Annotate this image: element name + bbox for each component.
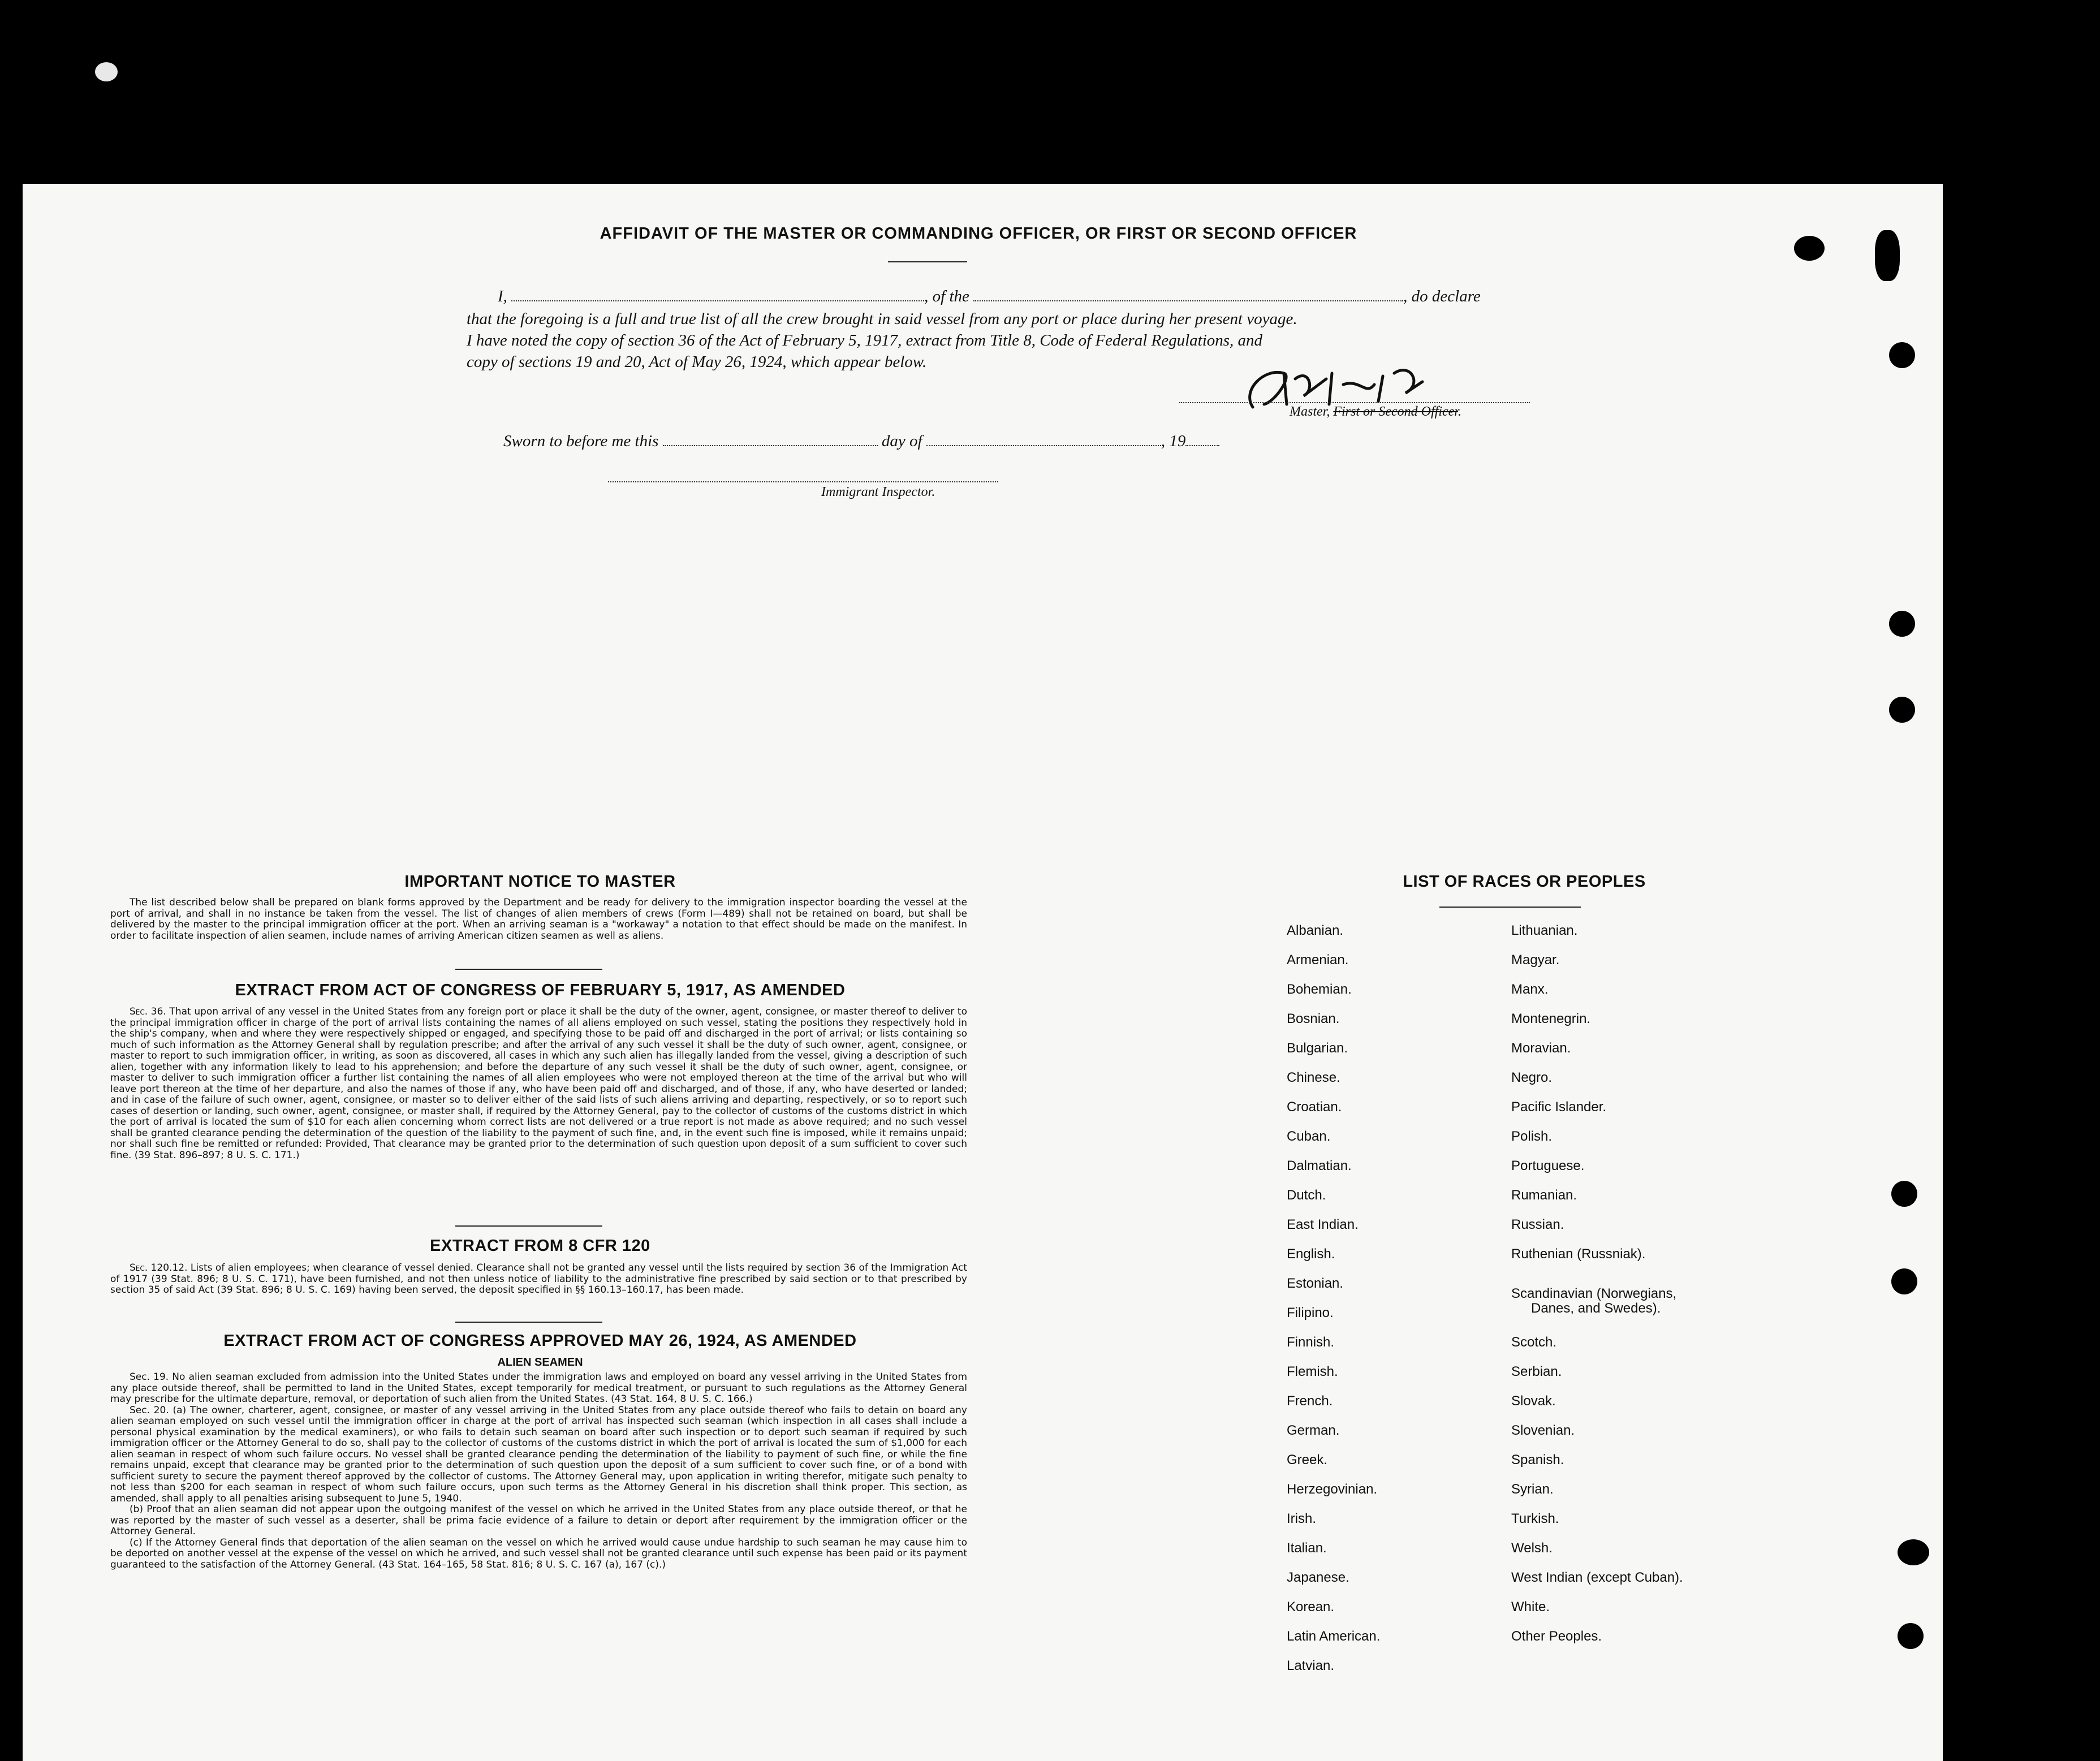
notice-title: IMPORTANT NOTICE TO MASTER [404,873,676,891]
race-item: Montenegrin. [1511,1011,1591,1026]
race-item: Bohemian. [1287,982,1352,997]
races-title: LIST OF RACES OR PEOPLES [1403,873,1646,891]
sec20b-text: (b) Proof that an alien seaman did not appear upon the outgoing manifest of the vessel on which he arrived in the United States from any place outside thereof, or that he was reported by the master of such vessel as a deserter, shall be prima facie evidence of a failure to detain or deport after requirement by the immigration officer or the Attorney General. [110,1504,967,1537]
race-item: French. [1287,1393,1333,1409]
title-underline [888,261,967,262]
race-item: Latvian. [1287,1658,1335,1673]
affidavit-line-3: I have noted the copy of section 36 of the Act of February 5, 1917, extract from Title 8, Code of Federal Regulations, and [467,331,1263,349]
race-item: Manx. [1511,982,1549,997]
race-item: Scotch. [1511,1335,1557,1350]
race-item: Finnish. [1287,1335,1335,1350]
race-item: Slovenian. [1511,1423,1575,1438]
race-item: Slovak. [1511,1393,1556,1409]
vessel-blank [973,300,1403,301]
sec36-body: That upon arrival of any vessel in the United States from any foreign port or place it shall be the duty of the owner, agent, consignee, or master thereof to deliver to the principal immigration officer in charge of the port of arrival lists containing the names of all aliens employed on such vessel, stating the positions they respectively hold in the ship's company, when and where they were respectively shipped or engaged, and specifying those to be paid off and discharged in the port of arrival; or lists containing so much of such information as the Attorney General shall by regulation prescribe; and after the arrival of any such vessel it shall be the duty of such owner, agent, consignee, or master to report to such immigration officer, in writing, as soon as discovered, all cases in which any such alien has illegally landed from the vessel, giving a description of such alien, together with any information likely to lead to his apprehension; and before the departure of any such vessel it shall be the duty of such owner, agent, consignee, or master to deliver to such immigration officer a further list containing the names of all alien employees who were not employed thereon at the time of the arrival but who will leave port thereon at the time of her departure, and also the names of those if any, who have been paid off and discharged, and of those, if any, who have deserted or landed; and in case of the failure of such owner, agent, consignee, or master so to deliver either of the said lists of such aliens arriving and departing, respectively, or so to report such cases of desertion or landing, such owner, agent, consignee, or master shall, if required by the Attorney General, pay to the collector of customs of the customs district in which the port of arrival is located the sum of $10 for each alien concerning whom correct lists are not delivered or a true report is not made as above required; and no such vessel shall be granted clearance pending the determination of the question of the liability to the payment of such fine, and, in the event such fine is imposed, while it remains unpaid; nor shall such fine be remitted or refunded: Provided, That clearance may be granted prior to the determination of such question upon deposit of a sum sufficient to cover such fine. (39 Stat. 896–897; 8 U. S. C. 171.) [110,1006,968,1161]
extract-1917-title: EXTRACT FROM ACT OF CONGRESS OF FEBRUARY 5, 1917, AS AMENDED [235,981,846,999]
race-item: Polish. [1511,1129,1553,1144]
race-item: Moravian. [1511,1041,1571,1056]
race-item: Other Peoples. [1511,1629,1602,1644]
race-item: Herzegovinian. [1287,1482,1378,1497]
race-item: Latin American. [1287,1629,1381,1644]
punch-hole [1891,1268,1917,1294]
form-page [23,184,1943,1761]
race-item: Bosnian. [1287,1011,1340,1026]
sec20c-text: (c) If the Attorney General finds that deportation of the alien seaman on the vessel on which he arrived would cause undue hardship to such seaman he may cause him to be deported on another vessel at the expense of the vessel on which he arrived, and such vessel shall not be granted clearance until such expense has been paid or its payment guaranteed to the satisfaction of the Attorney General. (43 Stat. 164–165, 58 Stat. 816; 8 U. S. C. 167 (a), 167 (c).) [110,1536,967,1570]
divider [455,969,602,970]
extract-cfr-text [110,1263,967,1296]
sworn-prefix: Sworn to before me this [503,432,659,450]
race-item: German. [1287,1423,1340,1438]
affidavit-line-4: copy of sections 19 and 20, Act of May 26, 1924, which appear below. [467,353,927,371]
sec120-label: Sec. 120.12. [130,1262,188,1274]
race-item: Negro. [1511,1070,1553,1085]
sec36-label: Sec. 36. [130,1006,166,1017]
affidavit-declare: , do declare [1403,287,1481,305]
sworn-month-blank [926,445,1161,446]
affidavit-line-1 [498,286,1481,307]
race-item: Welsh. [1511,1540,1553,1556]
inspector-signature-line [608,467,998,488]
struck-label: First or Second Officer [1333,404,1458,419]
race-item: Dutch. [1287,1188,1326,1203]
race-item: Lithuanian. [1511,923,1578,938]
race-item: Croatian. [1287,1099,1342,1115]
race-item: Chinese. [1287,1070,1340,1085]
race-item: Magyar. [1511,952,1560,968]
affidavit-title: AFFIDAVIT OF THE MASTER OR COMMANDING OFFICER, OR FIRST OR SECOND OFFICER [600,225,1357,243]
sec19-text: Sec. 19. No alien seaman excluded from admission into the United States under the immigration laws and employed on board any vessel arriving in the United States from any place outside thereof, shall be permitted to land in the United States, except temporarily for medical treatment, or pursuant to such regulations as the Attorney General may prescribe for the ultimate departure, removal, or deportation of such alien from the United States. (43 Stat. 164, 8 U. S. C. 166.) [110,1371,967,1405]
punch-hole [1889,697,1915,723]
race-item: Rumanian. [1511,1188,1577,1203]
race-item: Japanese. [1287,1570,1349,1585]
punch-hole [1889,342,1915,368]
race-item: Bulgarian. [1287,1041,1348,1056]
extract-cfr-title: EXTRACT FROM 8 CFR 120 [430,1237,650,1255]
race-item: Estonian. [1287,1276,1344,1291]
race-item: Syrian. [1511,1482,1554,1497]
punch-hole [1889,611,1915,637]
race-item: Serbian. [1511,1364,1562,1379]
race-item: West Indian (except Cuban). [1511,1570,1683,1585]
sworn-day-blank [663,445,878,446]
race-item: Turkish. [1511,1511,1559,1526]
divider [455,1322,602,1323]
name-blank [511,300,924,301]
race-item: Ruthenian (Russniak). [1511,1246,1646,1262]
notice-text: The list described below shall be prepared on blank forms approved by the Department and be ready for delivery to the immigration inspector boarding the vessel at the port of arrival, and shall in no instance be taken from the vessel. The list of changes of alien members of crews (Form I—489) shall not be retained on board, but shall be delivered by the master to the principal immigration officer at the port. When an arriving seaman is a "workaway" a notation to that effect should be made on the manifest. In order to facilitate inspection of alien seamen, include names of arriving American citizen seamen as well as aliens. [110,897,967,942]
extract-1924-subtitle: ALIEN SEAMEN [497,1356,583,1369]
race-item: Portuguese. [1511,1158,1585,1173]
inspector-label: Immigrant Inspector. [821,485,935,499]
race-item: Spanish. [1511,1452,1564,1468]
race-item: Dalmatian. [1287,1158,1352,1173]
punch-hole [1898,1623,1924,1649]
scan-artifact [95,62,118,81]
race-item: Albanian. [1287,923,1344,938]
race-item: Armenian. [1287,952,1349,968]
race-item: Russian. [1511,1217,1564,1232]
sworn-year: , 19 [1161,432,1186,450]
sworn-day-of: day of [881,432,922,450]
punch-hole [1898,1539,1929,1565]
affidavit-i: I, [498,287,507,305]
signature-label: Master, First or Second Officer. [1290,404,1461,419]
race-item: Pacific Islander. [1511,1099,1607,1115]
race-item: English. [1287,1246,1335,1262]
race-item: Irish. [1287,1511,1317,1526]
sec20a-text: Sec. 20. (a) The owner, charterer, agent, consignee, or master of any vessel arriving in the United States from any place outside thereof who fails to detain on board any alien seaman employed on such vessel until the immigration officer in charge at the port of arrival has inspected such seaman (which inspection in all cases shall include a personal physical examination by the medical examiners), or who fails to detain such seaman on board after such inspection or to deport such seaman if required by such immigration officer or the Attorney General to do so, shall pay to the collector of customs of the customs district in which the port of arrival is located the sum of $1,000 for each alien seaman in respect of whom such failure occurs. No vessel shall be granted clearance pending the determination of the liability to payment of such fine, or while the fine remains unpaid, except that clearance may be granted prior to the determination of such question upon the deposit of a sum sufficient to cover such fine, or of a bond with sufficient surety to secure the payment thereof approved by the collector of customs. The Attorney General may, upon application in writing therefor, mitigate such penalty to not less than $200 for each seaman in respect of whom such failure occurs, upon such terms as the Attorney General in his discretion shall think proper. This section, as amended, shall apply to all penalties arising subsequent to June 5, 1940. [110,1404,967,1504]
extract-1924-body [110,1372,967,1570]
race-item: Flemish. [1287,1364,1338,1379]
race-item: Italian. [1287,1540,1327,1556]
race-item: Filipino. [1287,1305,1334,1320]
race-item: Korean. [1287,1599,1335,1615]
race-item: Danes, and Swedes). [1531,1301,1661,1316]
sworn-year-blank [1185,445,1219,446]
sworn-line [503,430,1219,452]
extract-1924-title: EXTRACT FROM ACT OF CONGRESS APPROVED MAY 26, 1924, AS AMENDED [223,1332,857,1350]
sec120-body: Lists of alien employees; when clearance of vessel denied. Clearance shall not be granted any vessel until the lists required by section 36 of the Immigration Act of 1917 (39 Stat. 896; 8 U. S. C. 171), have been furnished, and not then unless notice of liability to the administrative fine prescribed by said section or to that prescribed by section 35 of said Act (39 Stat. 896; 8 U. S. C. 169) having been served, the deposit specified in §§ 160.13–160.17, has been made. [110,1262,967,1296]
extract-1917-text [110,1007,967,1161]
affidavit-of-the: , of the [924,287,969,305]
race-item: White. [1511,1599,1550,1615]
races-title-underline [1439,907,1581,908]
affidavit-line-2: that the foregoing is a full and true list of all the crew brought in said vessel from any port or place during her present voyage. [467,310,1297,328]
race-item: East Indian. [1287,1217,1359,1232]
race-item: Cuban. [1287,1129,1331,1144]
punch-hole [1891,1181,1917,1207]
divider [455,1225,602,1227]
race-item: Scandinavian (Norwegians, [1511,1286,1677,1301]
race-item: Greek. [1287,1452,1328,1468]
